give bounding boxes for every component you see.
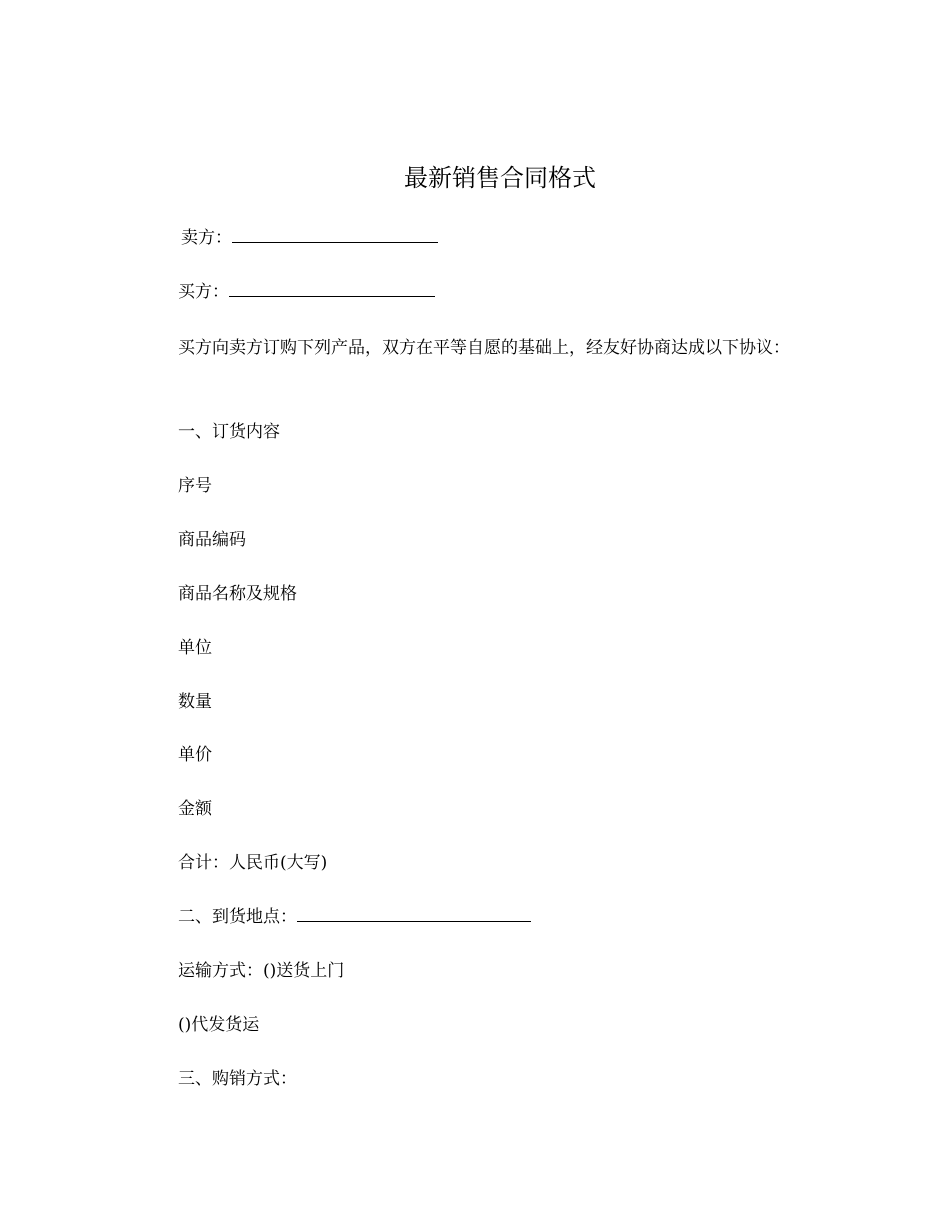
buyer-line [178, 280, 435, 304]
field-amount: 金额 [178, 799, 212, 819]
document-title: 最新销售合同格式 [404, 164, 596, 192]
intro-paragraph: 买方向卖方订购下列产品，双方在平等自愿的基础上，经友好协商达成以下协议： [178, 338, 790, 358]
field-product-name: 商品名称及规格 [178, 584, 297, 604]
transport-option-delivery: 运输方式：()送货上门 [178, 961, 345, 981]
seller-line [181, 226, 438, 250]
delivery-location-blank [297, 905, 531, 922]
field-unit: 单位 [178, 638, 212, 658]
buyer-blank [229, 280, 435, 297]
seller-label: 卖方： [181, 228, 232, 248]
field-product-code: 商品编码 [178, 530, 246, 550]
seller-blank [232, 226, 438, 243]
total-line: 合计：人民币(大写) [178, 853, 328, 873]
delivery-location-label: 二、到货地点： [178, 907, 297, 927]
field-serial: 序号 [178, 476, 212, 496]
section1-heading: 一、订货内容 [178, 422, 280, 442]
field-unit-price: 单价 [178, 745, 212, 765]
field-quantity: 数量 [178, 692, 212, 712]
buyer-label: 买方： [178, 282, 229, 302]
transport-option-freight: ()代发货运 [178, 1015, 260, 1035]
section3-heading: 三、购销方式： [178, 1069, 297, 1089]
section2-line [178, 905, 531, 929]
